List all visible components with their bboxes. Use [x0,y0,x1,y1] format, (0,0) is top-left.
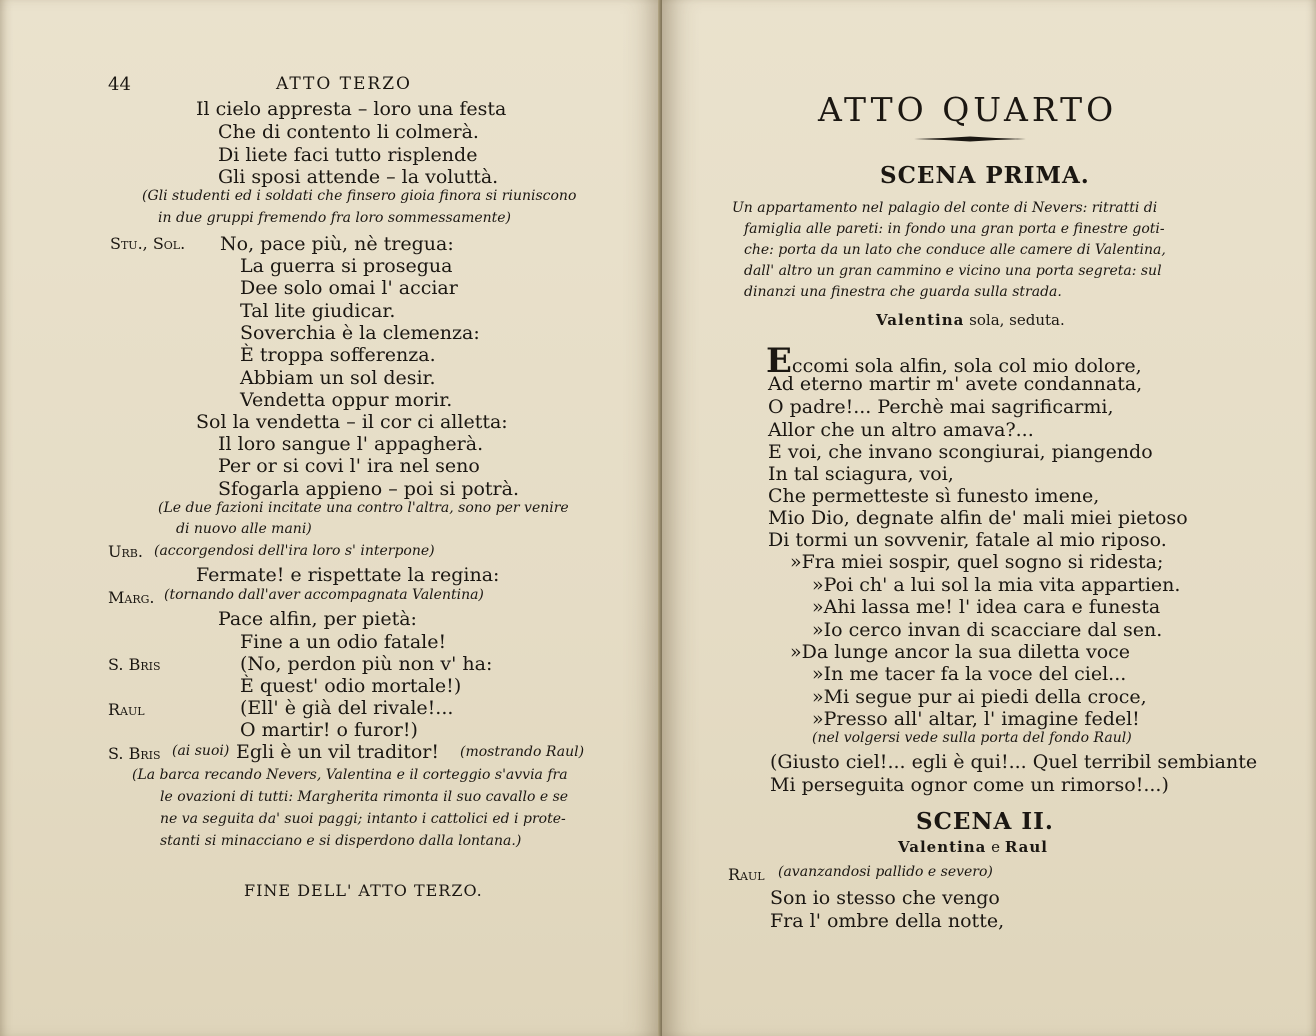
verse-line: Pace alfin, per pietà: [218,608,417,630]
verse-line: Allor che un altro amava?... [768,419,1034,441]
cast-note: sola, seduta. [969,311,1065,329]
scene-description: dall' altro un gran cammino e vicino una porta segreta: sul [744,263,1162,279]
verse-line: Gli sposi attende – la voluttà. [218,166,499,188]
stage-direction: le ovazioni di tutti: Margherita rimonta il suo cavallo e se [160,789,569,805]
verse-line: Abbiam un sol desir. [240,367,436,389]
speaker-label: S. Bris [108,744,161,763]
stage-direction: in due gruppi fremendo fra loro sommessamente) [158,210,512,226]
verse-line: Mi perseguita ognor come un rimorso!...) [770,774,1169,796]
verse-line: »Presso all' altar, l' imagine fedel! [812,708,1140,730]
scene-description: che: porta da un lato che conduce alle camere di Valentina, [744,242,1166,258]
verse-line: Son io stesso che vengo [770,887,1000,909]
verse-line: (Giusto ciel!... egli è qui!... Quel terribil sembiante [770,751,1258,773]
verse-line: Di liete faci tutto risplende [218,144,478,166]
verse-line: (Ell' è già del rivale!... [240,697,454,719]
verse-line: E voi, che invano scongiurai, piangendo [768,441,1153,463]
speaker-label: S. Bris [108,655,161,674]
page-number: 44 [108,74,131,95]
speaker-label: Urb. [108,542,143,561]
verse-line: Il cielo appresta – loro una festa [196,98,507,120]
verse-line: Fermate! e rispettate la regina: [196,564,500,586]
verse-line: Soverchia è la clemenza: [240,322,480,344]
right-page [662,0,1316,1036]
verse-line: Il loro sangue l' appagherà. [218,433,484,455]
stage-direction: (Gli studenti ed i soldati che finsero gioia finora si riuniscono [142,188,577,204]
verse-line: Che permetteste sì funesto imene, [768,485,1100,507]
verse-line: Ad eterno martir m' avete condannata, [768,373,1143,395]
drop-cap: E [766,341,792,381]
act-title: ATTO QUARTO [818,90,1118,129]
scene-cast [898,838,1048,856]
verse-text: ccomi sola alfin, sola col mio dolore, [791,355,1142,377]
scene-description: famiglia alle pareti: in fondo una gran porta e finestre goti- [744,221,1165,237]
scene-title: SCENA PRIMA. [880,162,1090,189]
verse-line: »Mi segue pur ai piedi della croce, [812,686,1147,708]
stage-direction: stanti si minacciano e si disperdono dalla lontana.) [160,833,522,849]
verse-line: »Da lunge ancor la sua diletta voce [790,641,1131,663]
act-end-label: FINE DELL' ATTO TERZO. [244,881,483,900]
stage-direction: (avanzandosi pallido e severo) [778,864,993,880]
verse-line: Mio Dio, degnate alfin de' mali miei pietoso [768,507,1188,529]
verse-line: »Io cerco invan di scacciare dal sen. [812,619,1163,641]
stage-direction: (accorgendosi dell'ira loro s' interpone) [154,543,435,559]
cast-conjunction: e [991,838,1001,856]
stage-direction: (nel volgersi vede sulla porta del fondo Raul) [812,730,1132,746]
verse-line: Fra l' ombre della notte, [770,910,1005,932]
stage-direction: (La barca recando Nevers, Valentina e il corteggio s'avvia fra [132,767,568,783]
speaker-label: Marg. [108,588,155,607]
scene-title: SCENA II. [916,808,1054,835]
verse-line: Per or si covi l' ira nel seno [218,455,480,477]
cast-name: Valentina [898,838,987,856]
stage-direction: (Le due fazioni incitate una contro l'altra, sono per venire [158,500,569,516]
speaker-label: Raul [108,700,145,719]
stage-direction: di nuovo alle mani) [176,521,312,537]
stage-direction: (mostrando Raul) [460,744,585,760]
cast-name: Valentina [876,311,965,329]
speaker-label: Raul [728,865,765,884]
verse-line: È troppa sofferenza. [240,344,436,366]
stage-direction: (tornando dall'aver accompagnata Valentina) [164,587,484,603]
verse-line: Fine a un odio fatale! [240,631,447,653]
verse-line: »Poi ch' a lui sol la mia vita appartien. [812,574,1181,596]
title-ornament-rule [914,134,1026,144]
verse-line: (No, perdon più non v' ha: [240,653,493,675]
verse-line: O padre!... Perchè mai sagrificarmi, [768,396,1114,418]
verse-line: Che di contento li colmerà. [218,121,479,143]
scene-description: dinanzi una finestra che guarda sulla strada. [744,284,1062,300]
cast-name: Raul [1004,838,1048,856]
verse-line: No, pace più, nè tregua: [220,233,454,255]
verse-line: O martir! o furor!) [240,719,418,741]
speaker-label: Stu., Sol. [110,234,186,253]
scene-description: Un appartamento nel palagio del conte di Nevers: ritratti di [732,200,1158,216]
verse-line: Di tormi un sovvenir, fatale al mio riposo. [768,529,1167,551]
stage-direction: (ai suoi) [172,743,230,759]
verse-line: Tal lite giudicar. [240,300,396,322]
running-head: ATTO TERZO [276,74,412,94]
verse-line: La guerra si prosegua [240,255,453,277]
verse-line: In tal sciagura, voi, [768,463,954,485]
stage-direction: ne va seguita da' suoi paggi; intanto i cattolici ed i prote- [160,811,566,827]
verse-line: Egli è un vil traditor! [236,741,440,763]
verse-line: È quest' odio mortale!) [240,675,462,697]
verse-line: Vendetta oppur morir. [240,389,453,411]
verse-line: Sfogarla appieno – poi si potrà. [218,478,520,500]
verse-line: »Fra miei sospir, quel sogno si ridesta; [790,551,1164,573]
verse-line: »In me tacer fa la voce del ciel... [812,663,1127,685]
verse-line: Dee solo omai l' acciar [240,277,458,299]
verse-line: »Ahi lassa me! l' idea cara e funesta [812,596,1161,618]
scene-cast [876,311,1065,329]
verse-line: Sol la vendetta – il cor ci alletta: [196,411,508,433]
